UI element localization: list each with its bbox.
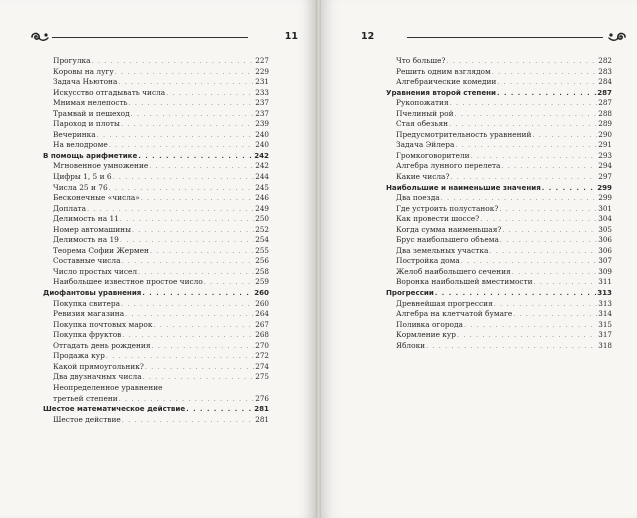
toc-entry-page: 290 — [598, 129, 612, 139]
page-number: 12 — [361, 31, 375, 42]
toc-entry — [43, 67, 269, 78]
dot-leader — [464, 320, 597, 331]
dot-leader — [121, 119, 254, 130]
dot-leader — [113, 172, 255, 183]
toc-entry-page: 249 — [255, 203, 269, 213]
toc-entry-title: Диофантовы уравнения — [43, 288, 142, 298]
toc-entry — [386, 98, 612, 109]
toc-entry-page: 254 — [255, 235, 269, 245]
toc-entry — [386, 67, 612, 78]
toc-entry — [386, 299, 612, 310]
dot-leader — [109, 183, 255, 194]
dot-leader — [471, 151, 598, 162]
toc-entry-title: Мгновенное умножение — [53, 161, 149, 171]
toc-entry-title: Вечеринка — [53, 129, 96, 139]
dot-leader — [494, 299, 598, 310]
header-rule — [407, 37, 603, 38]
toc-entry-title: Трамвай и пешеход — [53, 108, 130, 118]
dot-leader — [186, 404, 253, 415]
toc-entry-page: 304 — [598, 214, 612, 224]
toc-entry-title: Поливка огорода — [396, 319, 463, 329]
toc-entry — [43, 320, 269, 331]
toc-entry-title: Воронка наибольшей вместимости — [396, 277, 533, 287]
toc-entry-title: Покупка почтовых марок — [53, 319, 153, 329]
dot-leader — [502, 225, 597, 236]
dot-leader — [121, 299, 254, 310]
dot-leader — [138, 267, 254, 278]
toc-entry-title: Стая обезьян — [396, 119, 449, 129]
toc-entry-title: Прогрессии — [386, 288, 434, 298]
dot-leader — [143, 372, 255, 383]
toc-entry-page: 287 — [598, 98, 612, 108]
dot-leader — [532, 130, 597, 141]
toc-entry — [43, 309, 269, 320]
dot-leader — [499, 204, 597, 215]
toc-entry — [43, 225, 269, 236]
toc-entry-title: Рукопожатия — [396, 98, 449, 108]
toc-entry-title: Шестое действие — [53, 414, 121, 424]
toc-entry-page: 264 — [255, 309, 269, 319]
dot-leader — [435, 288, 596, 299]
dot-leader — [500, 235, 597, 246]
toc-entry-title: Два двузначных числа — [53, 372, 142, 382]
toc-entry-title: Покупка фруктов — [53, 330, 122, 340]
toc-entry-title: Мнимая нелепость — [53, 98, 128, 108]
toc-entry-title: Два земельных участка — [396, 245, 489, 255]
toc-entry-title: Алгебра на клетчатой бумаге — [396, 309, 513, 319]
toc-entry-title: На велодроме — [53, 140, 108, 150]
toc-entry-page: 284 — [598, 77, 612, 87]
toc-entry — [43, 299, 269, 310]
toc-entry-page: 313 — [597, 288, 612, 298]
toc-entry-page: 231 — [255, 77, 269, 87]
toc-entry-page: 245 — [255, 182, 269, 192]
toc-entry-page: 281 — [255, 414, 269, 424]
toc-entry-title: Теорема Софии Жермен — [53, 245, 149, 255]
toc-entry-page: 283 — [598, 66, 612, 76]
dot-leader — [450, 98, 598, 109]
toc-entry — [43, 351, 269, 362]
dot-leader — [441, 193, 598, 204]
dot-leader — [142, 288, 253, 299]
toc-entry — [43, 246, 269, 257]
dot-leader — [150, 246, 254, 257]
toc-entry-page: 272 — [255, 351, 269, 361]
toc-entry-title: Пароход и плоты — [53, 119, 120, 129]
toc-section-heading — [43, 151, 269, 162]
toc-entry-title: Задача Ньютона — [53, 77, 118, 87]
toc-entry-page: 317 — [598, 330, 612, 340]
toc-entry-title: Постройка дома — [396, 256, 460, 266]
toc-entry-page: 307 — [598, 256, 612, 266]
dot-leader — [138, 151, 253, 162]
toc-entry — [386, 309, 612, 320]
toc-entry-page: 314 — [598, 309, 612, 319]
toc-entry-page: 305 — [598, 224, 612, 234]
toc-entry-title: Коровы на лугу — [53, 66, 114, 76]
dot-leader — [87, 204, 254, 215]
toc-entry-page: 294 — [598, 161, 612, 171]
dot-leader — [492, 67, 598, 78]
toc-entry — [43, 362, 269, 373]
toc-entry-title: Что больше? — [396, 56, 446, 65]
dot-leader — [132, 225, 254, 236]
toc-entry — [43, 140, 269, 151]
toc-entry — [43, 109, 269, 120]
dot-leader — [450, 172, 597, 183]
toc-entry-page: 233 — [255, 87, 269, 97]
dot-leader — [461, 256, 598, 267]
toc-entry — [43, 77, 269, 88]
dot-leader — [426, 341, 597, 352]
toc-entry-title: Цифры 1, 5 и 6 — [53, 172, 112, 182]
toc-entry — [386, 56, 612, 67]
scroll-ornament-icon — [607, 30, 627, 44]
toc-entry — [43, 88, 269, 99]
toc-entry-title: Неопределенное уравнение — [53, 382, 163, 392]
dot-leader — [118, 77, 254, 88]
toc-entry-page: 293 — [598, 150, 612, 160]
toc-entry — [43, 193, 269, 204]
dot-leader — [457, 330, 597, 341]
toc-entry-page: 281 — [254, 404, 269, 414]
toc-entry-page: 306 — [598, 235, 612, 245]
toc-entry-page: 313 — [598, 298, 612, 308]
toc-entry-page: 237 — [255, 108, 269, 118]
table-of-contents — [386, 56, 612, 351]
toc-entry — [43, 372, 269, 383]
toc-entry-title: Задача Эйлера — [396, 140, 455, 150]
toc-entry — [43, 330, 269, 341]
toc-entry — [43, 56, 269, 67]
toc-entry-title: Наибольшие и наименьшие значения — [386, 182, 541, 192]
toc-entry-title: Уравнения второй степени — [386, 87, 497, 97]
dot-leader — [542, 183, 596, 194]
toc-section-heading — [386, 88, 612, 99]
toc-entry — [386, 267, 612, 278]
dot-leader — [455, 140, 597, 151]
toc-entry-page: 240 — [255, 129, 269, 139]
toc-entry — [43, 267, 269, 278]
toc-entry — [386, 151, 612, 162]
toc-entry-title: Пчелиный рой — [396, 108, 454, 118]
toc-entry-page: 299 — [598, 193, 612, 203]
toc-entry-page: 291 — [598, 140, 612, 150]
dot-leader — [121, 256, 254, 267]
toc-entry-title: Древнейшая прогрессия — [396, 298, 493, 308]
toc-entry — [386, 277, 612, 288]
toc-entry-page: 297 — [598, 172, 612, 182]
toc-section-heading — [43, 404, 269, 415]
toc-entry-title: Как провести шоссе? — [396, 214, 480, 224]
toc-entry-title: Предусмотрительность уравнений — [396, 129, 532, 139]
page-header — [30, 30, 298, 44]
dot-leader — [122, 415, 255, 426]
dot-leader — [141, 193, 254, 204]
left-page — [0, 0, 316, 518]
toc-entry — [43, 119, 269, 130]
dot-leader — [120, 214, 254, 225]
right-page — [321, 0, 637, 518]
dot-leader — [109, 140, 255, 151]
toc-entry — [386, 77, 612, 88]
dot-leader — [97, 130, 255, 141]
toc-entry — [43, 172, 269, 183]
toc-entry-page: 282 — [598, 56, 612, 65]
toc-entry-title: Составные числа — [53, 256, 121, 266]
toc-entry-title: Делимость на 11 — [53, 214, 119, 224]
toc-entry-page: 260 — [255, 298, 269, 308]
toc-entry-title: Шестое математическое действие — [43, 404, 186, 414]
scroll-ornament-icon — [30, 30, 50, 44]
toc-entry-title: Делимость на 19 — [53, 235, 119, 245]
toc-entry — [386, 256, 612, 267]
toc-entry-page: 306 — [598, 245, 612, 255]
toc-entry-page: 237 — [255, 98, 269, 108]
toc-entry — [43, 235, 269, 246]
toc-entry-page: 252 — [255, 224, 269, 234]
page-header — [361, 30, 627, 44]
toc-entry — [43, 214, 269, 225]
toc-entry — [43, 277, 269, 288]
toc-entry-title: Кормление кур — [396, 330, 456, 340]
toc-entry-title: Алгебра лунного перелета — [396, 161, 501, 171]
toc-entry-page: 274 — [255, 361, 269, 371]
toc-entry — [386, 119, 612, 130]
toc-entry — [386, 193, 612, 204]
toc-entry — [386, 246, 612, 257]
toc-entry — [386, 235, 612, 246]
dot-leader — [129, 98, 255, 109]
toc-entry-title: Какие числа? — [396, 172, 450, 182]
toc-entry — [386, 109, 612, 120]
dot-leader — [115, 67, 255, 78]
dot-leader — [497, 77, 597, 88]
toc-entry — [43, 98, 269, 109]
toc-entry-title: Доплата — [53, 203, 86, 213]
toc-entry-title: третьей степени — [53, 393, 118, 403]
dot-leader — [125, 309, 254, 320]
toc-entry-page: 276 — [255, 393, 269, 403]
toc-entry-title: Громкоговорители — [396, 150, 470, 160]
toc-entry-page: 301 — [598, 203, 612, 213]
toc-entry-title: Прогулка — [53, 56, 91, 65]
toc-entry-page: 259 — [255, 277, 269, 287]
toc-entry — [43, 204, 269, 215]
toc-entry-page: 260 — [254, 288, 269, 298]
toc-entry-page: 287 — [597, 87, 612, 97]
dot-leader — [145, 362, 254, 373]
toc-entry-page: 267 — [255, 319, 269, 329]
toc-entry-page: 299 — [597, 182, 612, 192]
toc-entry-title: Когда сумма наименьшая? — [396, 224, 502, 234]
toc-entry — [386, 204, 612, 215]
dot-leader — [497, 88, 596, 99]
toc-entry-page: 242 — [255, 161, 269, 171]
dot-leader — [106, 351, 254, 362]
toc-entry — [43, 161, 269, 172]
dot-leader — [455, 109, 598, 120]
toc-entry — [386, 320, 612, 331]
toc-entry — [43, 394, 269, 405]
toc-entry-title: Желоб наибольшего сечения — [396, 266, 511, 276]
toc-entry-page: 244 — [255, 172, 269, 182]
toc-entry — [386, 214, 612, 225]
toc-entry — [386, 225, 612, 236]
dot-leader — [120, 235, 254, 246]
toc-entry-title: В помощь арифметике — [43, 150, 138, 160]
toc-entry-page: 275 — [255, 372, 269, 382]
toc-entry-page: 315 — [598, 319, 612, 329]
toc-entry-page: 227 — [255, 56, 269, 65]
dot-leader — [501, 161, 597, 172]
toc-entry-page: 256 — [255, 256, 269, 266]
toc-entry-page: 258 — [255, 266, 269, 276]
page-number: 11 — [284, 31, 298, 42]
dot-leader — [449, 119, 597, 130]
toc-entry-page: 255 — [255, 245, 269, 255]
toc-entry-title: Бесконечные «числа» — [53, 193, 140, 203]
toc-entry-title: Яблоки — [396, 340, 426, 350]
dot-leader — [92, 56, 255, 67]
dot-leader — [512, 267, 598, 278]
toc-entry-title: Покупка свитера — [53, 298, 120, 308]
dot-leader — [152, 341, 255, 352]
toc-entry — [386, 161, 612, 172]
toc-entry-page: 250 — [255, 214, 269, 224]
toc-entry — [43, 130, 269, 141]
toc-entry-title: Брус наибольшего объема — [396, 235, 499, 245]
toc-entry — [386, 172, 612, 183]
dot-leader — [119, 394, 255, 405]
toc-entry-page: 239 — [255, 119, 269, 129]
dot-leader — [534, 277, 598, 288]
toc-entry — [386, 140, 612, 151]
dot-leader — [149, 161, 254, 172]
toc-entry — [386, 130, 612, 141]
header-rule — [52, 37, 248, 38]
toc-entry-page: 311 — [598, 277, 612, 287]
toc-entry-title: Искусство отгадывать числа — [53, 87, 166, 97]
toc-entry-title: Два поезда — [396, 193, 440, 203]
dot-leader — [446, 56, 597, 67]
dot-leader — [480, 214, 597, 225]
toc-entry-page: 240 — [255, 140, 269, 150]
toc-section-heading — [43, 288, 269, 299]
toc-entry-title: Продажа кур — [53, 351, 105, 361]
dot-leader — [513, 309, 597, 320]
dot-leader — [489, 246, 597, 257]
toc-entry-page: 229 — [255, 66, 269, 76]
toc-entry-page: 289 — [598, 119, 612, 129]
toc-entry-page: 246 — [255, 193, 269, 203]
toc-section-heading — [386, 288, 612, 299]
toc-entry-title: Числа 25 и 76 — [53, 182, 108, 192]
toc-entry — [386, 330, 612, 341]
toc-entry-page: 270 — [255, 340, 269, 350]
toc-entry-title: Решить одним взглядом — [396, 66, 491, 76]
toc-entry-page: 309 — [598, 266, 612, 276]
toc-entry-page: 242 — [254, 150, 269, 160]
toc-entry-page: 288 — [598, 108, 612, 118]
toc-entry-title: Номер автомашины — [53, 224, 131, 234]
dot-leader — [166, 88, 254, 99]
toc-entry-page: 318 — [598, 340, 612, 350]
toc-entry-title: Где устроить полустанок? — [396, 203, 499, 213]
toc-entry-title: Отгадать день рождения — [53, 340, 151, 350]
toc-section-heading — [386, 183, 612, 194]
toc-entry-title: Наибольшее известное простое число — [53, 277, 203, 287]
toc-entry — [386, 341, 612, 352]
dot-leader — [153, 320, 254, 331]
toc-entry — [43, 341, 269, 352]
toc-entry — [43, 383, 269, 394]
toc-entry-title: Число простых чисел — [53, 266, 138, 276]
toc-entry — [43, 183, 269, 194]
toc-entry-title: Какой прямоугольник? — [53, 361, 144, 371]
toc-entry — [43, 256, 269, 267]
toc-entry-page: 268 — [255, 330, 269, 340]
toc-entry — [43, 415, 269, 426]
toc-entry-title: Ревизия магазина — [53, 309, 125, 319]
dot-leader — [122, 330, 254, 341]
dot-leader — [131, 109, 255, 120]
dot-leader — [204, 277, 254, 288]
table-of-contents — [43, 56, 269, 425]
toc-entry-title: Алгебраические комедии — [396, 77, 497, 87]
